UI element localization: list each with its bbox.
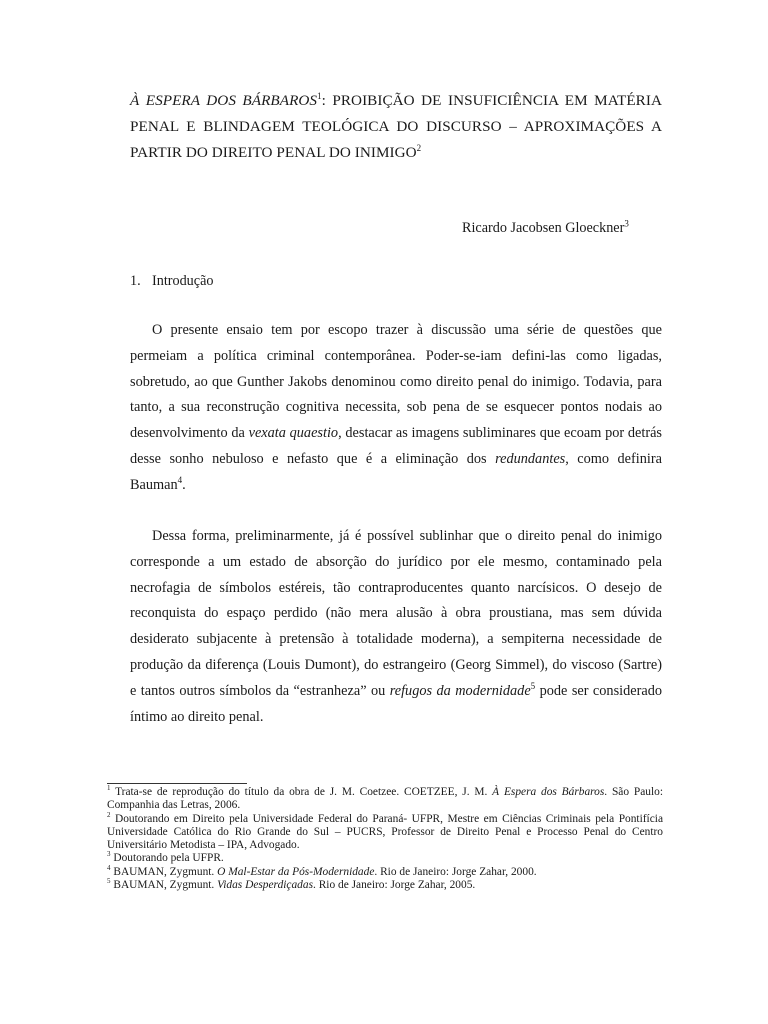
- footnote-mark-5[interactable]: 5: [530, 681, 536, 692]
- footnote-italic: Vidas Desperdiçadas: [217, 879, 313, 892]
- footnote-text: Doutorando em Direito pela Universidade Federal do Paraná- UFPR, Mestre em Ciências Criminais pela Pontifícia Universidade Católica do Rio Grande do Sul – PUCRS, Professor de Direito Penal e Processo Penal do Centro Universitário Metodista – IPA, Advogado.: [107, 812, 663, 852]
- footnote-text: Doutorando pela UFPR.: [110, 852, 224, 865]
- paragraph1-italic-b: vexata quaestio: [248, 425, 339, 442]
- footnote-text: . Rio de Janeiro: Jorge Zahar, 2005.: [313, 879, 476, 892]
- footnote-italic: À Espera dos Bárbaros: [492, 786, 605, 798]
- footnote-mark-3[interactable]: 3: [624, 218, 629, 229]
- footnote-text: BAUMAN, Zygmunt.: [110, 879, 218, 892]
- paragraph1-text-f: .: [182, 476, 186, 493]
- title-rest: : PROIBIÇÃO DE INSUFICIÊNCIA EM MATÉRIA PENAL E BLINDAGEM TEOLÓGICA DO DISCURSO – APROXIMAÇÕES A PARTIR DO DIREITO PENAL DO INIMIGO: [130, 92, 662, 161]
- footnote-2: [107, 810, 663, 853]
- footnote-mark-2[interactable]: 2: [416, 142, 422, 153]
- author-line: [462, 218, 629, 238]
- paragraph1-italic-d: redundantes: [495, 450, 566, 467]
- body-paragraph-1: [130, 318, 662, 499]
- paragraph1-text-a: O presente ensaio tem por escopo trazer à discussão uma série de questões que permeiam a política criminal contemporânea. Poder-se-iam defini-las como ligadas, sobretudo, ao que Gunther Jakobs denominou como direito penal do inimigo. Todavia, para tanto, a sua reconstrução cognitiva necessita, sob pena de se esquecer pontos nodais ao desenvolvimento da: [130, 322, 662, 442]
- footnote-mark-4[interactable]: 4: [177, 475, 183, 486]
- author-name: Ricardo Jacobsen Gloeckner: [462, 220, 625, 236]
- paragraph2-italic-b: refugos da modernidade: [389, 682, 531, 699]
- footnote-number: 1: [107, 784, 111, 793]
- footnote-1: [107, 786, 663, 813]
- footnotes-section: [107, 786, 663, 892]
- paragraph2-text-c: pode ser considerado íntimo ao direito penal.: [130, 682, 663, 725]
- footnote-text: BAUMAN, Zygmunt.: [110, 865, 218, 878]
- section-heading: [130, 271, 213, 291]
- document-title: [130, 88, 662, 166]
- footnote-text: . Rio de Janeiro: Jorge Zahar, 2000.: [374, 865, 537, 878]
- section-number: 1.: [130, 273, 141, 289]
- paragraph1-text-e: , como definira Bauman: [130, 450, 662, 493]
- footnote-italic: O Mal-Estar da Pós-Modernidade: [217, 865, 375, 878]
- title-italic-part: À ESPERA DOS BÁRBAROS: [130, 92, 318, 109]
- footnote-mark-1[interactable]: 1: [317, 90, 322, 101]
- footnote-4: [107, 863, 663, 879]
- footnote-number: 5: [107, 877, 111, 886]
- body-paragraph-2: [130, 524, 662, 730]
- footnote-text: Trata-se de reprodução do título da obra de J. M. Coetzee. COETZEE, J. M.: [110, 786, 493, 798]
- footnote-separator: [107, 783, 247, 784]
- footnote-number: 4: [107, 863, 111, 872]
- footnote-number: 2: [107, 810, 111, 819]
- footnote-number: 3: [107, 850, 111, 859]
- paragraph2-text-a: Dessa forma, preliminarmente, já é possível sublinhar que o direito penal do inimigo corresponde a um estado de absorção do jurídico por ele mesmo, contaminado pela necrofagia de símbolos estéreis, tão contraproducentes quanto narcísicos. O desejo de reconquista do espaço perdido (não mera alusão à obra proustiana, mas sem dúvida desiderato subjacente à pretensão à totalidade moderna), a sempiterna necessidade de produção da diferença (Louis Dumont), do estrangeiro (Georg Simmel), do viscoso (Sartre) e tantos outros símbolos da “estranheza” ou: [130, 528, 662, 699]
- section-label: Introdução: [152, 273, 214, 289]
- footnote-text: . São Paulo: Companhia das Letras, 2006.: [107, 786, 663, 812]
- paragraph1-text-c: , destacar as imagens subliminares que ecoam por detrás desse sonho nebuloso e nefasto que é a eliminação dos: [130, 425, 662, 467]
- footnote-5: [107, 879, 663, 892]
- footnote-3: [107, 852, 663, 865]
